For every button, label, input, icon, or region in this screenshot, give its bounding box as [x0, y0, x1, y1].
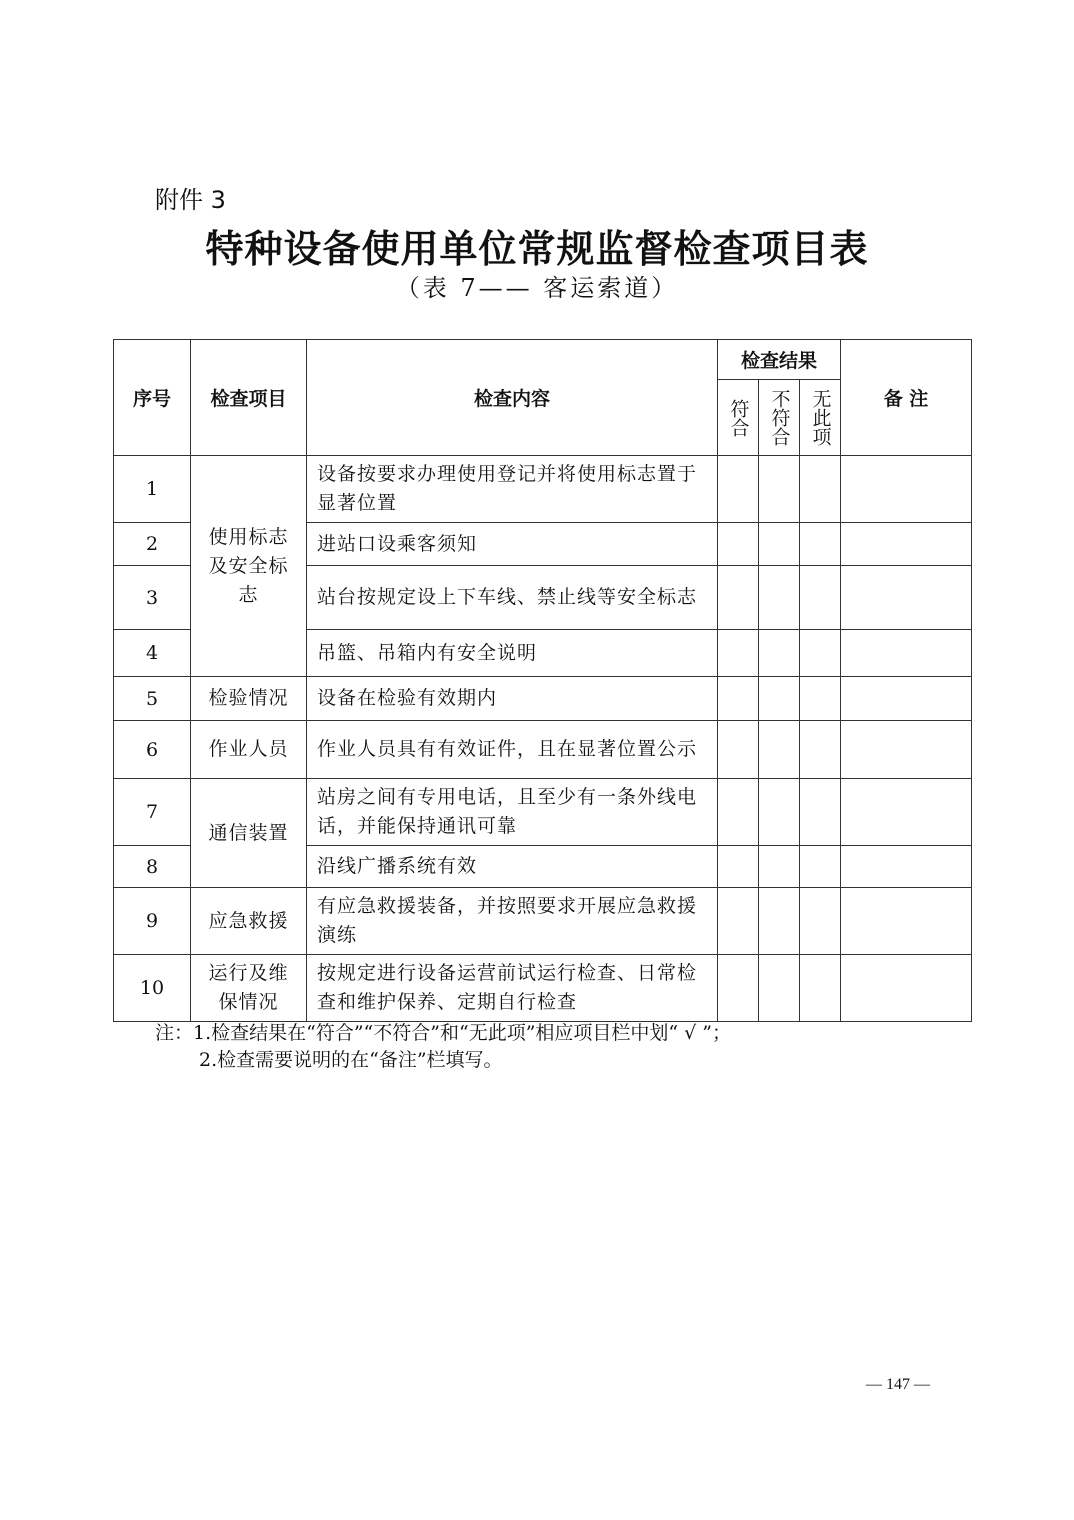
row-seq: 8 [114, 846, 191, 888]
row-seq: 9 [114, 888, 191, 955]
table-row [114, 955, 972, 1022]
remark-cell[interactable] [841, 779, 972, 846]
header-content: 检查内容 [307, 340, 718, 456]
remark-cell[interactable] [841, 630, 972, 677]
header-item: 检查项目 [191, 340, 307, 456]
table-row [114, 456, 972, 523]
table-row [114, 677, 972, 721]
check-nonconform[interactable] [759, 630, 800, 677]
remark-cell[interactable] [841, 888, 972, 955]
remark-cell[interactable] [841, 955, 972, 1022]
header-conform: 符合 [727, 398, 750, 437]
remark-cell[interactable] [841, 677, 972, 721]
category-cell: 使用标志及安全标志 [191, 456, 307, 677]
row-content: 设备在检验有效期内 [307, 677, 718, 721]
attachment-label: 附件 3 [155, 186, 226, 214]
check-na[interactable] [800, 888, 841, 955]
check-conform[interactable] [718, 846, 759, 888]
check-na[interactable] [800, 955, 841, 1022]
check-na[interactable] [800, 677, 841, 721]
row-seq: 6 [114, 721, 191, 779]
check-nonconform[interactable] [759, 721, 800, 779]
header-nonconform-cell [759, 380, 800, 456]
check-nonconform[interactable] [759, 955, 800, 1022]
category-cell: 作业人员 [191, 721, 307, 779]
check-na[interactable] [800, 779, 841, 846]
check-nonconform[interactable] [759, 456, 800, 523]
category-cell: 运行及维保情况 [191, 955, 307, 1022]
check-nonconform[interactable] [759, 846, 800, 888]
remark-cell[interactable] [841, 456, 972, 523]
category-cell: 应急救援 [191, 888, 307, 955]
check-na[interactable] [800, 846, 841, 888]
row-content: 站台按规定设上下车线、禁止线等安全标志 [307, 566, 718, 630]
row-content: 进站口设乘客须知 [307, 523, 718, 566]
row-content: 吊篮、吊箱内有安全说明 [307, 630, 718, 677]
check-na[interactable] [800, 721, 841, 779]
check-conform[interactable] [718, 456, 759, 523]
check-conform[interactable] [718, 955, 759, 1022]
remark-cell[interactable] [841, 721, 972, 779]
check-na[interactable] [800, 523, 841, 566]
page-subtitle: （表 7—— 客运索道） [395, 274, 679, 302]
notes [155, 1020, 731, 1074]
table-row [114, 779, 972, 846]
check-nonconform[interactable] [759, 888, 800, 955]
check-nonconform[interactable] [759, 523, 800, 566]
row-content: 有应急救援装备，并按照要求开展应急救援演练 [307, 888, 718, 955]
check-na[interactable] [800, 566, 841, 630]
check-conform[interactable] [718, 630, 759, 677]
check-nonconform[interactable] [759, 566, 800, 630]
category-cell: 检验情况 [191, 677, 307, 721]
header-conform-cell [718, 380, 759, 456]
note-line-1: 注：1.检查结果在“符合”“不符合”和“无此项”相应项目栏中划“ √ ”； [155, 1022, 732, 1044]
table-row [114, 721, 972, 779]
check-conform[interactable] [718, 888, 759, 955]
row-content: 按规定进行设备运营前试运行检查、日常检查和维护保养、定期自行检查 [307, 955, 718, 1022]
header-na-cell [800, 380, 841, 456]
header-remark: 备 注 [841, 340, 972, 456]
remark-cell[interactable] [841, 566, 972, 630]
row-content: 沿线广播系统有效 [307, 846, 718, 888]
row-content: 作业人员具有有效证件，且在显著位置公示 [307, 721, 718, 779]
row-seq: 3 [114, 566, 191, 630]
check-conform[interactable] [718, 566, 759, 630]
check-conform[interactable] [718, 721, 759, 779]
table-row [114, 888, 972, 955]
check-nonconform[interactable] [759, 779, 800, 846]
check-conform[interactable] [718, 523, 759, 566]
check-na[interactable] [800, 456, 841, 523]
category-cell: 通信装置 [191, 779, 307, 888]
note-line-2: 2.检查需要说明的在“备注”栏填写。 [199, 1049, 503, 1071]
row-content: 站房之间有专用电话，且至少有一条外线电话，并能保持通讯可靠 [307, 779, 718, 846]
check-na[interactable] [800, 630, 841, 677]
check-conform[interactable] [718, 779, 759, 846]
remark-cell[interactable] [841, 846, 972, 888]
inspection-table [113, 339, 972, 1022]
header-na: 无此项 [809, 389, 832, 446]
check-conform[interactable] [718, 677, 759, 721]
header-seq: 序号 [114, 340, 191, 456]
row-content: 设备按要求办理使用登记并将使用标志置于显著位置 [307, 456, 718, 523]
row-seq: 10 [114, 955, 191, 1022]
header-nonconform: 不符合 [768, 389, 791, 446]
row-seq: 7 [114, 779, 191, 846]
row-seq: 4 [114, 630, 191, 677]
page-title: 特种设备使用单位常规监督检查项目表 [205, 227, 869, 271]
check-nonconform[interactable] [759, 677, 800, 721]
header-result: 检查结果 [718, 340, 841, 380]
row-seq: 2 [114, 523, 191, 566]
remark-cell[interactable] [841, 523, 972, 566]
row-seq: 1 [114, 456, 191, 523]
row-seq: 5 [114, 677, 191, 721]
page-number: — 147 — [866, 1376, 930, 1393]
